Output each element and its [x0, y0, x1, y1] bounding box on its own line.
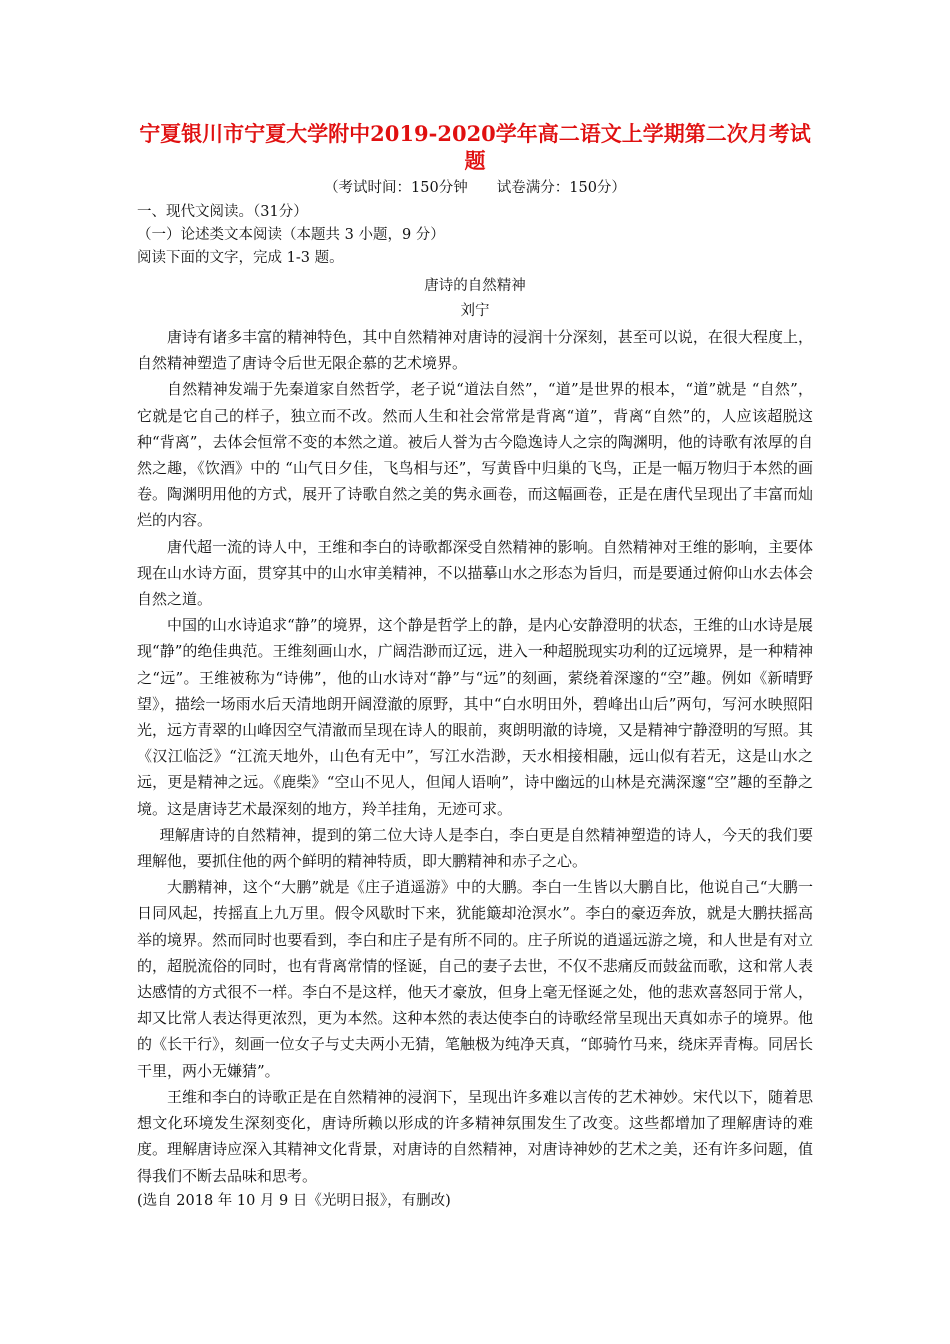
- article-author: 刘宁: [460, 303, 490, 319]
- exam-title: 宁夏银川市宁夏大学附中2019-2020学年高二语文上学期第二次月考试题: [139, 121, 811, 173]
- exam-page: [137, 120, 813, 1213]
- article-source: (选自 2018 年 10 月 9 日《光明日报》，有删改): [137, 1192, 451, 1209]
- article-paragraph: 中国的山水诗追求“静”的境界，这个静是哲学上的静，是内心安静澄明的状态，王维的山水诗是展现“静”的绝佳典范。王维刻画山水，广阔浩渺而辽远，进入一种超脱现实功利的辽远境界，是一种精神之“远”。王维被称为“诗佛”，他的山水诗对“静”与“远”的刻画，萦绕着深邃的“空”趣。例如《新晴野望》，描绘一场雨水后天清地朗开阔澄澈的原野，其中“白水明田外，碧峰出山后”两句，写河水映照阳光，远方青翠的山峰因空气清澈而呈现在诗人的眼前，爽朗明澈的诗境，又是精神宁静澄明的写照。其《汉江临泛》“江流天地外，山色有无中”，写江水浩渺，天水相接相融，远山似有若无，这是山水之远，更是精神之远。《鹿柴》“空山不见人，但闻人语响”，诗中幽远的山林是充满深邃“空”趣的至静之境。这是唐诗艺术最深刻的地方，羚羊挂角，无迹可求。: [137, 616, 813, 818]
- article-paragraph: 理解唐诗的自然精神，提到的第二位大诗人是李白，李白更是自然精神塑造的诗人，今天的我们要理解他，要抓住他的两个鲜明的精神特质，即大鹏精神和赤子之心。: [137, 825, 813, 871]
- exam-info: （考试时间：150分钟 试卷满分：150分）: [324, 180, 626, 196]
- article-paragraph: 大鹏精神，这个“大鹏”就是《庄子逍遥游》中的大鹏。李白一生皆以大鹏自比，他说自己“大鹏一日同风起，抟摇直上九万里。假令风歇时下来，犹能簸却沧溟水”。李白的豪迈奔放，就是大鹏扶摇高举的境界。然而同时也要看到，李白和庄子是有所不同的。庄子所说的逍遥远游之境，和人世是有对立的，超脱流俗的同时，也有背离常情的怪诞，自己的妻子去世，不仅不悲痛反而鼓盆而歌，这和常人表达感情的方式很不一样。李白不是这样，他天才豪放，但身上毫无怪诞之处，他的悲欢喜怒同于常人，却又比常人表达得更浓烈，更为本然。这种本然的表达使李白的诗歌经常呈现出天真如赤子的境界。他的《长干行》，刻画一位女子与丈夫两小无猜，笔触极为纯净天真，“郎骑竹马来，绕床弄青梅。同居长干里，两小无嫌猜”。: [137, 878, 813, 1080]
- article-title: 唐诗的自然精神: [424, 278, 526, 294]
- section-heading: 一、现代文阅读。（31分）: [137, 204, 308, 220]
- reading-instruction: 阅读下面的文字，完成 1-3 题。: [137, 250, 344, 266]
- article-paragraph: 唐诗有诸多丰富的精神特色，其中自然精神对唐诗的浸润十分深刻，甚至可以说，在很大程度上，自然精神塑造了唐诗令后世无限企慕的艺术境界。: [137, 328, 813, 373]
- article-paragraph: 自然精神发端于先秦道家自然哲学，老子说“道法自然”，“道”是世界的根本，“道”就是 “自然”，它就是它自己的样子，独立而不改。然而人生和社会常常是背离“道”，背离“自然”的，人应该超脱这种“背离”，去体会恒常不变的本然之道。被后人誉为古今隐逸诗人之宗的陶渊明，他的诗歌有浓厚的自然之趣，《饮酒》中的 “山气日夕佳，飞鸟相与还”，写黄昏中归巢的飞鸟，正是一幅万物归于本然的画卷。陶渊明用他的方式，展开了诗歌自然之美的隽永画卷，而这幅画卷，正是在唐代呈现出了丰富而灿烂的内容。: [137, 380, 813, 530]
- article-paragraph: 唐代超一流的诗人中，王维和李白的诗歌都深受自然精神的影响。自然精神对王维的影响，主要体现在山水诗方面，贯穿其中的山水审美精神，不以描摹山水之形态为旨归，而是要通过俯仰山水去体会自然之道。: [137, 537, 813, 609]
- subsection-heading: （一）论述类文本阅读（本题共 3 小题，9 分）: [137, 227, 445, 243]
- article-paragraph: 王维和李白的诗歌正是在自然精神的浸润下，呈现出许多难以言传的艺术神妙。宋代以下，随着思想文化环境发生深刻变化，唐诗所赖以形成的许多精神氛围发生了改变。这些都增加了理解唐诗的难度。理解唐诗应深入其精神文化背景，对唐诗的自然精神，对唐诗神妙的艺术之美，还有许多问题，值得我们不断去品味和思考。: [137, 1087, 813, 1185]
